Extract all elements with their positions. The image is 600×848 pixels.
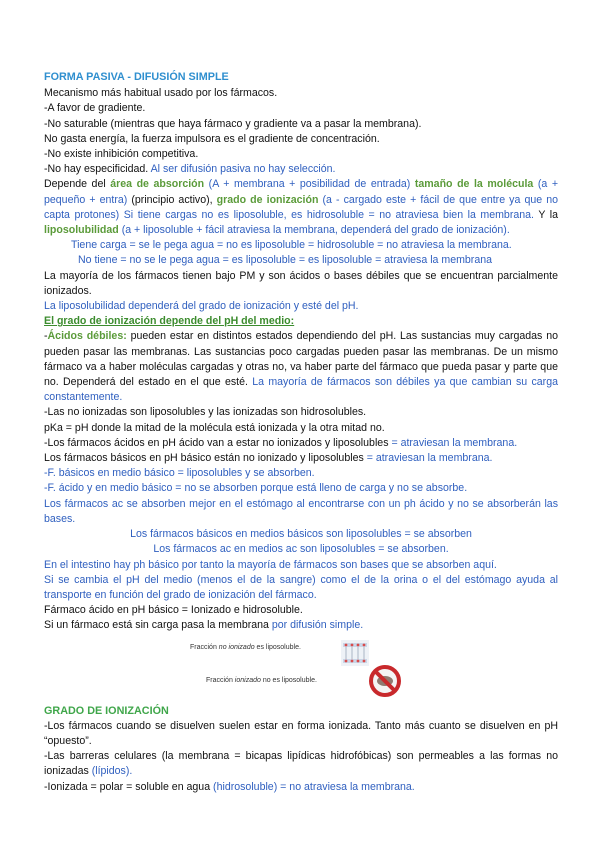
text-span: -No hay especificidad.	[44, 163, 151, 176]
term-weak-acids: Ácidos débiles:	[47, 330, 127, 343]
text-line: No tiene = no se le pega agua = es liposoluble = es liposoluble = atraviesa la membrana	[78, 254, 493, 267]
note-span: (hidrosoluble) = no atraviesa la membrana.	[213, 780, 415, 793]
note-span: = atraviesan la membrana.	[366, 452, 493, 465]
note-span: Al ser difusión pasiva no hay selección.	[150, 163, 336, 176]
text-span: Si un fármaco está sin carga pasa la membrana	[44, 619, 272, 632]
ionization-figure	[44, 640, 558, 696]
text-span: -	[44, 330, 48, 343]
text-line	[44, 451, 558, 466]
text-span: -Ionizada = polar = soluble en agua	[44, 780, 214, 793]
term-liposolubility: liposolubilidad	[44, 224, 119, 237]
text-span: (principio activo),	[127, 193, 217, 206]
caption-span: ionizado	[234, 676, 261, 684]
figure-caption-non-ionized	[190, 644, 301, 651]
caption-span: Fracción	[206, 676, 235, 684]
note-span: = atraviesan la membrana.	[391, 436, 518, 449]
term-molecule-size: tamaño de la molécula	[414, 178, 534, 191]
membrane-icon	[341, 640, 369, 666]
text-line: La mayoría de los fármacos tienen bajo PM y son ácidos o bases débiles que se encuentran parcialmente ionizados.	[44, 269, 558, 297]
caption-span: no ionizado	[218, 643, 255, 651]
caption-span: Fracción	[190, 643, 219, 651]
text-span: -Las barreras celulares (la membrana = bicapas lipídicas hidrofóbicas) son permeables a las formas no ionizadas	[44, 750, 558, 778]
no-entry-icon	[368, 664, 402, 698]
document-page	[44, 70, 558, 795]
text-line	[44, 780, 558, 795]
text-line: -Los fármacos cuando se disuelven suelen estar en forma ionizada. Tanto más cuanto se disuelven en pH “opuesto”.	[44, 719, 558, 747]
text-line: -Las no ionizadas son liposolubles y las ionizadas son hidrosolubles.	[44, 406, 367, 419]
text-line: -No existe inhibición competitiva.	[44, 148, 199, 161]
text-span: Y la	[533, 208, 558, 221]
factors-paragraph	[44, 177, 558, 238]
text-line: Tiene carga = se le pega agua = no es liposoluble = hidrosoluble = no atraviesa la membrana.	[71, 239, 512, 252]
figure-caption-ionized	[206, 677, 317, 684]
text-line: Fármaco ácido en pH básico = Ionizado e hidrosoluble.	[44, 604, 303, 617]
term-absorption-area: área de absorción	[110, 178, 205, 191]
note-span: por difusión simple.	[271, 619, 364, 632]
subheading-ionization-ph: El grado de ionización depende del pH del medio:	[44, 315, 295, 328]
text-line: No gasta energía, la fuerza impulsora es el gradiente de concentración.	[44, 132, 380, 145]
caption-span: es liposoluble.	[254, 643, 301, 651]
note-span: (lípidos).	[91, 765, 133, 778]
text-line: En el intestino hay ph básico por tanto la mayoría de fármacos son bases que se absorben aquí.	[44, 558, 497, 571]
text-line	[44, 749, 558, 779]
text-line	[44, 162, 558, 177]
note-span: La mayoría de fármacos son débiles ya que cambian su carga constantemente.	[44, 376, 558, 404]
term-ionization-degree: grado de ionización	[216, 193, 319, 206]
text-span: -Los fármacos ácidos en pH ácido van a estar no ionizados y liposolubles	[44, 436, 392, 449]
caption-span: no es liposoluble.	[260, 676, 317, 684]
note-span: (a + liposoluble + fácil atraviesa la membrana, dependerá del grado de ionización).	[118, 224, 510, 237]
text-line: -No saturable (mientras que haya fármaco y gradiente va a pasar la membrana).	[44, 117, 422, 130]
weak-acids-paragraph	[44, 329, 558, 405]
text-span: pueden estar en distintos estados dependiendo del pH. Las sustancias muy cargadas no pueden pasar las membranas. Las sustancias poco cargadas pueden pasar las membranas. De un mismo fármaco va a haber moléculas cargadas y otras no, va haber parte del fármaco que pueda pasar y parte que no. Dependerá del estado en el que esté.	[44, 330, 558, 389]
note-span: (A + membrana + posibilidad de entrada)	[204, 178, 415, 191]
section-heading-ionization: GRADO DE IONIZACIÓN	[44, 704, 169, 717]
text-line: pKa = pH donde la mitad de la molécula está ionizada y la otra mitad no.	[44, 421, 385, 434]
text-line: Los fármacos básicos en medios básicos son liposolubles = se absorben	[130, 528, 472, 541]
text-line: Los fármacos ac en medios ac son liposolubles = se absorben.	[153, 543, 449, 556]
text-line: -F. ácido y en medio básico = no se absorben porque está lleno de carga y no se absorbe.	[44, 482, 468, 495]
text-line	[44, 436, 558, 451]
text-line: -F. básicos en medio básico = liposolubles y se absorben.	[44, 467, 315, 480]
text-span: Depende del	[44, 178, 111, 191]
text-line: -A favor de gradiente.	[44, 102, 146, 115]
text-line: Si se cambia el pH del medio (menos el de la sangre) como el de la orina o el del estómago ayuda al transporte en función del grado de ionización del fármaco.	[44, 573, 558, 601]
text-line: Los fármacos ac se absorben mejor en el estómago al encontrarse con un ph ácido y no se absorberán las bases.	[44, 497, 558, 525]
section-heading-passive-diffusion: FORMA PASIVA - DIFUSIÓN SIMPLE	[44, 71, 229, 83]
text-line: Mecanismo más habitual usado por los fármacos.	[44, 87, 278, 100]
note-span: (a + pequeño + entra)	[44, 178, 558, 206]
text-line: La liposolubilidad dependerá del grado de ionización y esté del pH.	[44, 300, 359, 313]
note-span: (a - cargado este + fácil de que entre ya que no capta protones) Si tiene cargas no es liposoluble, es hidrosoluble = no atraviesa bien la membrana.	[44, 193, 558, 221]
text-span: Los fármacos básicos en pH básico están no ionizado y liposolubles	[44, 452, 367, 465]
text-line	[44, 618, 558, 633]
